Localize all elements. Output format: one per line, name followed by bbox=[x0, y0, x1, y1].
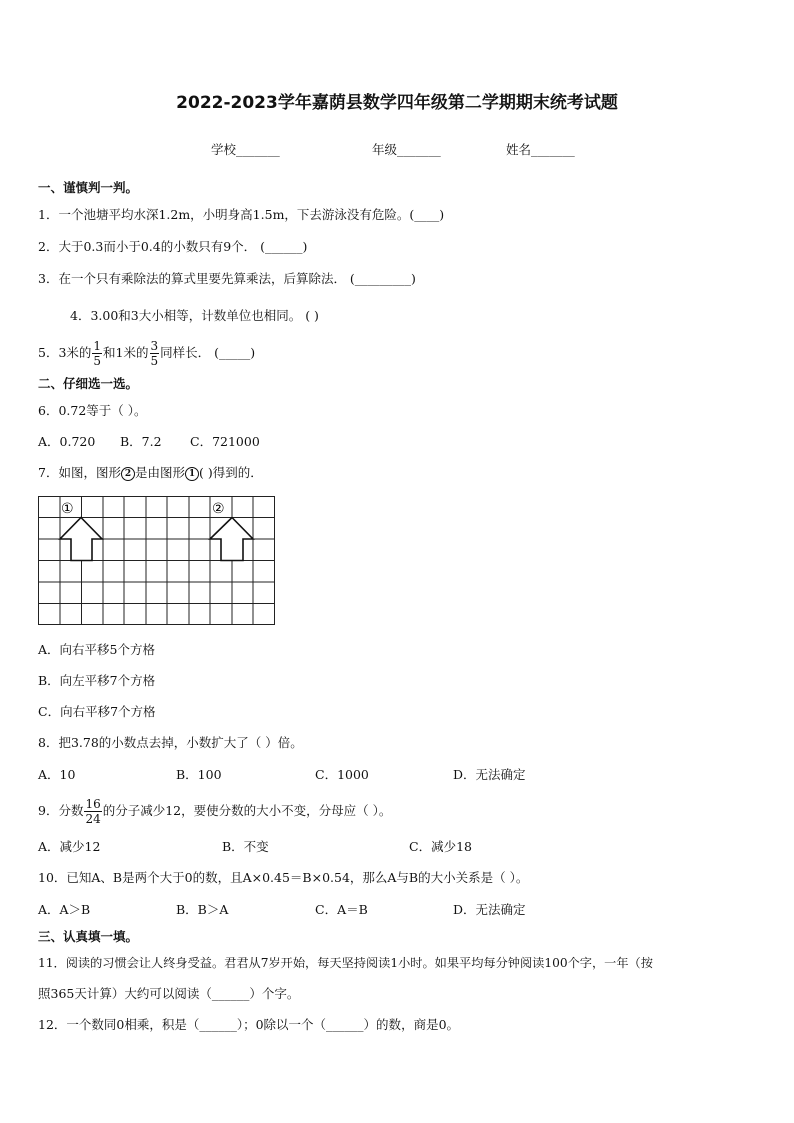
q8-option-b: B．100 bbox=[176, 767, 222, 782]
circled-number-1: 1 bbox=[185, 467, 199, 481]
fraction-numerator: 16 bbox=[85, 797, 101, 811]
question-9 bbox=[38, 793, 391, 829]
q9-option-c: C．减少18 bbox=[409, 839, 472, 854]
fraction-denominator: 5 bbox=[93, 354, 102, 368]
q10-option-b: B．B＞A bbox=[176, 902, 229, 917]
q10-option-d: D．无法确定 bbox=[453, 902, 526, 917]
arrow-shape-2 bbox=[210, 518, 253, 561]
grid-label-1: ① bbox=[61, 501, 74, 517]
question-8: 8．把3.78的小数点去掉，小数扩大了（ ）倍。 bbox=[38, 735, 303, 750]
question-6: 6．0.72等于（ ）。 bbox=[38, 403, 147, 418]
question-5-post: 同样长． (_____) bbox=[160, 345, 256, 360]
question-12: 12．一个数同0相乘，积是（______）；0除以一个（______）的数，商是0。 bbox=[38, 1017, 460, 1032]
name-field: 姓名_______ bbox=[506, 142, 575, 157]
school-field: 学校_______ bbox=[211, 142, 280, 157]
fraction-numerator: 3 bbox=[150, 339, 159, 353]
question-5 bbox=[38, 336, 255, 370]
circled-number-2: 2 bbox=[121, 467, 135, 481]
q7-option-a: A．向右平移5个方格 bbox=[38, 642, 155, 657]
q8-option-c: C．1000 bbox=[315, 767, 369, 782]
section-2-heading: 二、仔细选一选。 bbox=[38, 376, 139, 391]
fraction-denominator: 5 bbox=[150, 354, 159, 368]
fraction-one-fifth bbox=[92, 339, 102, 368]
q6-option-a: A．0.720 bbox=[38, 434, 96, 449]
question-4: 4．3.00和3大小相等，计数单位也相同。 ( ) bbox=[70, 308, 319, 323]
q9-option-b: B．不变 bbox=[222, 839, 269, 854]
question-7-pre: 7．如图，图形 bbox=[38, 465, 121, 480]
question-10: 10．已知A、B是两个大于0的数，且A×0.45＝B×0.54，那么A与B的大小关系是（ ）。 bbox=[38, 870, 529, 885]
question-5-pre: 5．3米的 bbox=[38, 345, 92, 360]
page-title: 2022-2023学年嘉荫县数学四年级第二学期期末统考试题 bbox=[176, 93, 618, 113]
q9-option-a: A．减少12 bbox=[38, 839, 101, 854]
q8-option-d: D．无法确定 bbox=[453, 767, 526, 782]
q8-option-a: A．10 bbox=[38, 767, 76, 782]
section-1-heading: 一、谨慎判一判。 bbox=[38, 180, 139, 195]
question-2: 2．大于0.3而小于0.4的小数只有9个． (______) bbox=[38, 239, 308, 254]
q6-option-b: B．7.2 bbox=[120, 434, 162, 449]
question-3: 3．在一个只有乘除法的算式里要先算乘法，后算除法． (_________) bbox=[38, 271, 416, 286]
question-11-line-2: 照365天计算）大约可以阅读（______）个字。 bbox=[38, 986, 300, 1001]
q10-option-c: C．A＝B bbox=[315, 902, 368, 917]
question-7-mid: 是由图形 bbox=[134, 465, 185, 480]
question-9-pre: 9．分数 bbox=[38, 803, 84, 818]
fraction-numerator: 1 bbox=[93, 339, 102, 353]
q7-option-b: B．向左平移7个方格 bbox=[38, 673, 156, 688]
arrow-shape-1 bbox=[60, 518, 102, 561]
q6-option-c: C．721000 bbox=[190, 434, 260, 449]
section-3-heading: 三、认真填一填。 bbox=[38, 929, 139, 944]
fraction-16-24 bbox=[84, 797, 101, 826]
fraction-denominator: 24 bbox=[85, 812, 101, 826]
question-5-mid: 和1米的 bbox=[103, 345, 149, 360]
grid-label-2: ② bbox=[212, 501, 225, 517]
question-1: 1．一个池塘平均水深1.2m，小明身高1.5m，下去游泳没有危险。(____) bbox=[38, 207, 445, 222]
q7-option-c: C．向右平移7个方格 bbox=[38, 704, 156, 719]
fraction-three-fifths bbox=[150, 339, 160, 368]
question-7 bbox=[38, 464, 263, 482]
translation-grid-figure bbox=[38, 496, 278, 628]
question-7-post: ( )得到的． bbox=[198, 465, 263, 480]
question-11-line-1: 11．阅读的习惯会让人终身受益。君君从7岁开始，每天坚持阅读1小时。如果平均每分钟阅读100个字，一年（按 bbox=[38, 956, 653, 970]
question-9-post: 的分子减少12，要使分数的大小不变，分母应（ ）。 bbox=[102, 803, 392, 818]
grade-field: 年级_______ bbox=[372, 142, 441, 157]
q10-option-a: A．A＞B bbox=[38, 902, 91, 917]
